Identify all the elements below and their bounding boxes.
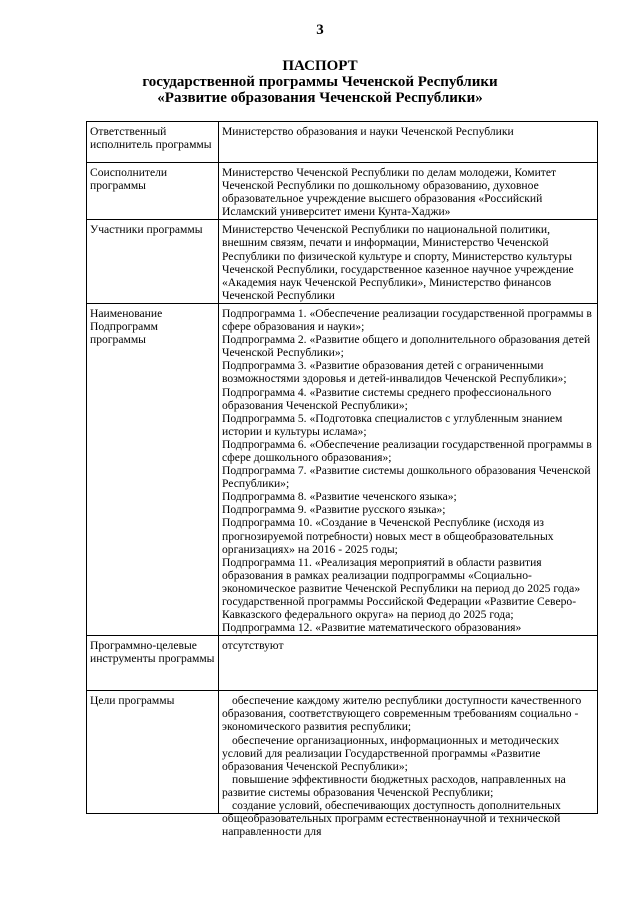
subprogram-item: Подпрограмма 7. «Развитие системы дошкольного образования Чеченской Республики»;: [222, 464, 591, 491]
table-row-co-executors: [87, 163, 598, 220]
subprogram-item: Подпрограмма 6. «Обеспечение реализации государственной программы в сфере дошкольного образования»;: [222, 437, 592, 464]
row-label: Наименование Подпрограмм программы: [87, 303, 219, 635]
content-paragraph: отсутствуют: [222, 639, 284, 653]
table-row-instruments: [87, 636, 598, 691]
title-line-2: государственной программы Чеченской Республики: [142, 74, 498, 90]
subprogram-item: Подпрограмма 1. «Обеспечение реализации государственной программы в сфере образования и науки»;: [222, 306, 592, 334]
table-row-executor: [87, 122, 598, 163]
content-paragraph: Министерство Чеченской Республики по национальной политики, внешним связям, печати и информации, Министерство Чеченской Республики по физической культуре и спорту, Министерство культуры Чеченской Республики, государственное казенное научное учреждение «Академия наук Чеченской Республики», Министерство финансов Чеченской Республики: [222, 223, 574, 302]
goal-item: создание условий, обеспечивающих доступность дополнительных общеобразовательных программ естественнонаучной и технической направленности для: [222, 799, 561, 839]
row-content: [219, 163, 598, 220]
row-label: Ответственный исполнитель программы: [87, 122, 219, 163]
goal-item: обеспечение организационных, информационных и методических условий для реализации Государственной программы «Развитие образования Чеченской Республики»;: [222, 733, 560, 773]
subprogram-item: Подпрограмма 9. «Развитие русского языка»;: [222, 503, 446, 517]
row-label: Соисполнители программы: [87, 163, 219, 220]
content-paragraph: Министерство Чеченской Республики по делам молодежи, Комитет Чеченской Республики по дошкольному образованию, духовное образовательное учреждение высшего образования «Российский Исламский университет имени Кунта-Хаджи»: [222, 166, 557, 219]
table-row-goals: [87, 691, 598, 814]
subprogram-item: Подпрограмма 3. «Развитие образования детей с ограниченными возможностями здоровья и детей-инвалидов Чеченской Республики»;: [222, 359, 567, 386]
row-content: [219, 691, 598, 839]
goal-item: обеспечение каждому жителю республики доступности качественного образования, соответствующего современным требованиям социально - экономического развития республики;: [222, 694, 582, 734]
row-content: [219, 636, 598, 691]
goal-item: повышение эффективности бюджетных расходов, направленных на развитие системы образования Чеченской Республики;: [222, 772, 566, 799]
document-title: [0, 58, 640, 106]
row-content: [219, 303, 598, 635]
subprogram-item: Подпрограмма 4. «Развитие системы среднего профессионального образования Чеченской Республики»;: [222, 385, 552, 412]
table-row-participants: [87, 220, 598, 304]
row-content: [219, 220, 598, 304]
page-number: 3: [316, 22, 324, 38]
title-line-3: «Развитие образования Чеченской Республики»: [157, 90, 483, 106]
subprogram-item: Подпрограмма 12. «Развитие математического образования»: [222, 621, 522, 635]
content-paragraph: Министерство образования и науки Чеченской Республики: [222, 125, 514, 138]
goals-list: [222, 694, 594, 839]
subprogram-item: Подпрограмма 5. «Подготовка специалистов с углубленным знанием истории и культуры ислама»;: [222, 411, 563, 438]
title-line-1: ПАСПОРТ: [282, 58, 358, 74]
subprogram-item: Подпрограмма 2. «Развитие общего и дополнительного образования детей Чеченской Республики»;: [222, 333, 591, 360]
passport-table: [86, 121, 598, 839]
subprogram-item: Подпрограмма 8. «Развитие чеченского языка»;: [222, 490, 457, 504]
subprogram-item: Подпрограмма 11. «Реализация мероприятий в области развития образования в рамках реализации подпрограммы «Социально-экономическое развитие Чеченской Республики на период до 2025 года» государственной программы Российской Федерации «Развитие Северо-Кавказского федерального округа» на период до 2025 года;: [222, 555, 581, 622]
subprogram-item: Подпрограмма 10. «Создание в Чеченской Республике (исходя из прогнозируемой потребности) новых мест в общеобразовательных организациях» на 2016 - 2025 годы;: [222, 516, 554, 556]
row-label: Программно-целевые инструменты программы: [87, 636, 219, 691]
row-label: Участники программы: [87, 220, 219, 304]
table-row-subprograms: [87, 303, 598, 635]
row-content: [219, 122, 598, 163]
row-label: Цели программы: [87, 691, 219, 814]
